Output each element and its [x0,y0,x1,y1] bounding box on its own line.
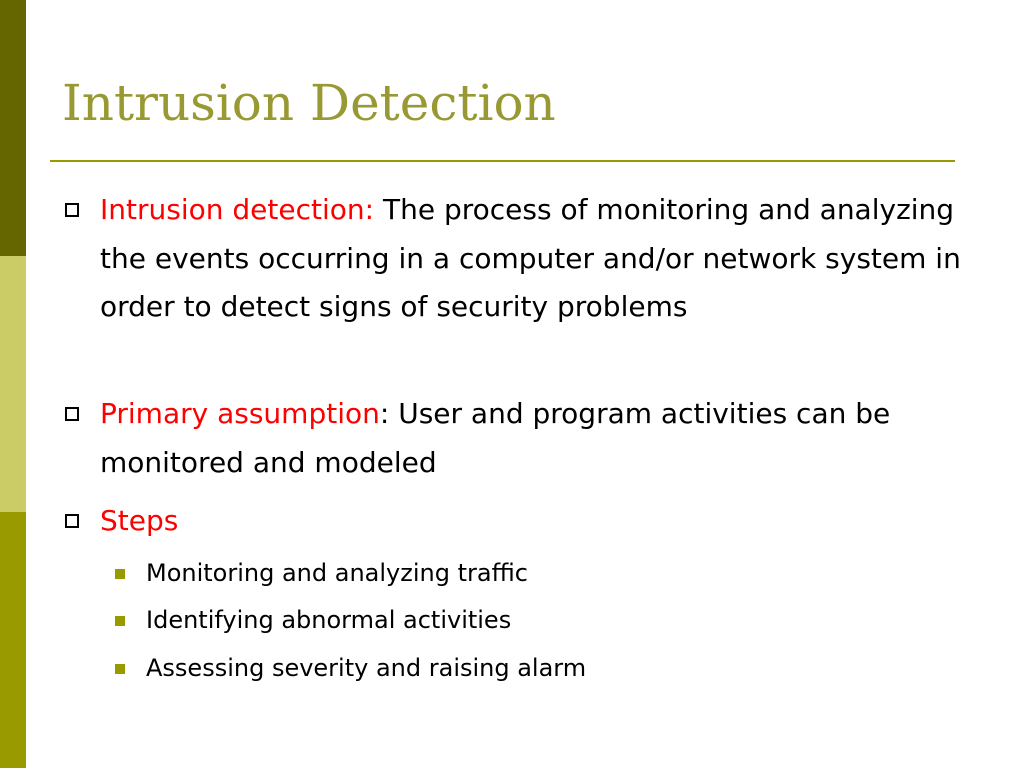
sub-bullet-item [146,653,946,683]
filled-square-bullet-icon [115,569,125,579]
hollow-square-bullet-icon [65,407,79,421]
bullet-item [100,390,965,487]
bullet-term: Intrusion detection: [100,193,375,226]
sub-bullet-text: Monitoring and analyzing traffic [146,559,528,587]
bullet-text: The process of monitoring and analyzing the events occurring in a computer and/or network system in order to detect signs of security problems [100,193,961,323]
bullet-term: Primary assumption [100,397,380,430]
bullet-term: Steps [100,504,179,537]
filled-square-bullet-icon [115,664,125,674]
bullet-item [100,497,965,546]
bullet-item [100,186,965,332]
sub-bullet-item [146,558,946,588]
hollow-square-bullet-icon [65,203,79,217]
sub-bullet-item [146,605,946,635]
slide-title: Intrusion Detection [62,74,556,132]
filled-square-bullet-icon [115,616,125,626]
hollow-square-bullet-icon [65,514,79,528]
sub-bullet-text: Assessing severity and raising alarm [146,654,587,682]
sub-bullet-text: Identifying abnormal activities [146,606,512,634]
bullet-text: : User and program activities can be monitored and modeled [100,397,891,479]
